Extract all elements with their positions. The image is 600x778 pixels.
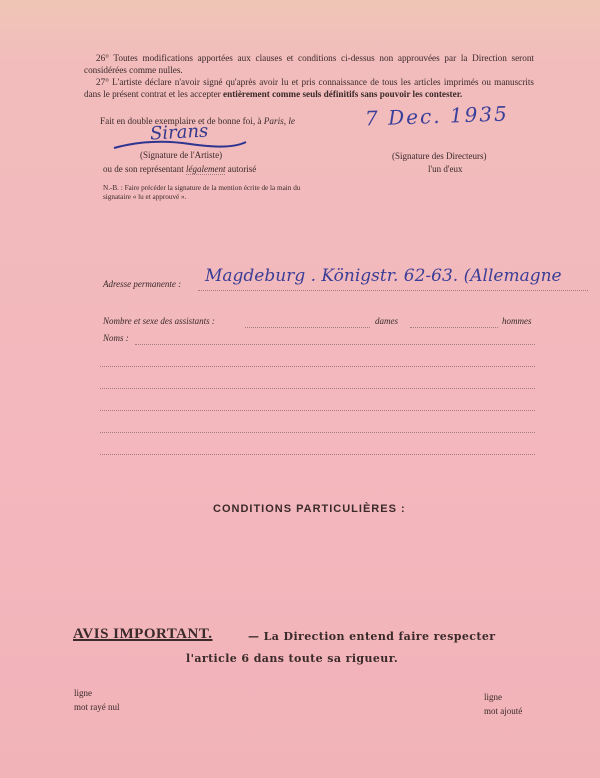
le-label: le — [288, 116, 295, 126]
artist-signature-label: (Signature de l'Artiste) — [140, 150, 223, 160]
clause-27-text: 27° L'artiste déclare n'avoir signé qu'après avoir lu et pris connaissance de tous les articles imprimés ou manuscrits dans le présent contrat et les accepter — [84, 77, 534, 99]
names-line-1 — [135, 344, 535, 345]
footer-right-line: ligne — [484, 692, 502, 702]
notice-line-1: — La Direction entend faire respecter — [248, 630, 496, 643]
clause-27 — [84, 76, 534, 100]
directors-sub-label: l'un d'eux — [428, 164, 463, 174]
footer-left-struck: mot rayé nul — [74, 702, 120, 712]
assistants-line — [245, 327, 370, 328]
dames-label: dames — [375, 316, 398, 326]
dames-line — [410, 327, 498, 328]
names-line-2 — [100, 366, 535, 367]
notice-line-2: l'article 6 dans toute sa rigueur. — [186, 652, 399, 665]
representative-line: ou de son représentant légalement autorisé — [103, 164, 257, 174]
address-label: Adresse permanente : — [103, 279, 182, 289]
address-handwritten: Magdeburg . Königstr. 62-63. (Allemagne — [205, 266, 562, 286]
footer-left-line: ligne — [74, 688, 92, 698]
legally-emphasis: légalement — [185, 164, 226, 174]
names-line-6 — [100, 454, 535, 455]
clause-27-bold: entièrement comme seuls définitifs sans pouvoir les contester. — [223, 89, 463, 99]
made-in-line: Fait en double exemplaire et de bonne foi, à Paris, le — [100, 116, 295, 126]
artist-signature-handwritten: Sirans — [149, 120, 209, 145]
names-line-4 — [100, 410, 535, 411]
clause-26: 26° Toutes modifications apportées aux clauses et conditions ci-dessus non approuvées par la Direction seront considérées comme nulles. — [84, 53, 534, 75]
assistants-label: Nombre et sexe des assistants : — [103, 316, 215, 326]
special-conditions-heading: CONDITIONS PARTICULIÈRES : — [213, 503, 406, 515]
nb-note: N.-B. : Faire précéder la signature de la mention écrite de la main du signataire « lu et approuvé ». — [103, 184, 301, 201]
date-handwritten: 7 Dec. 1935 — [364, 101, 510, 131]
names-line-3 — [100, 388, 535, 389]
city: Paris — [263, 116, 284, 126]
names-line-5 — [100, 432, 535, 433]
notice-title: AVIS IMPORTANT. — [73, 626, 213, 642]
names-label: Noms : — [103, 333, 129, 343]
directors-signature-label: (Signature des Directeurs) — [392, 151, 487, 161]
address-line — [198, 290, 588, 291]
hommes-label: hommes — [502, 316, 532, 326]
footer-right-added: mot ajouté — [484, 706, 523, 716]
